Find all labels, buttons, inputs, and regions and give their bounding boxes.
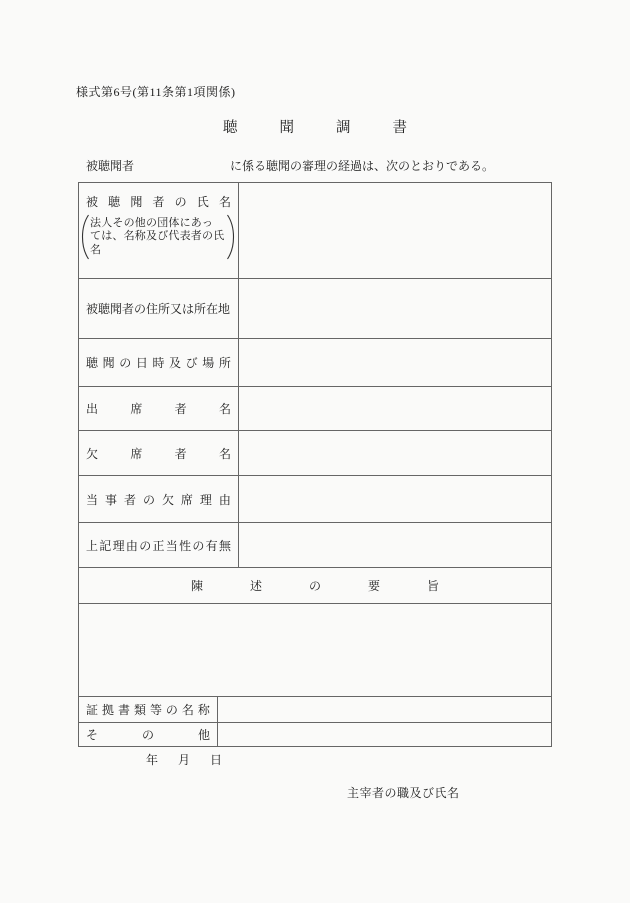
corporate-note xyxy=(81,214,236,260)
subject-label: 被聴聞者 xyxy=(86,159,135,173)
absence-reason-label: 当 事 者 の 欠 席 理 由 xyxy=(86,492,231,507)
evidence-label-cell xyxy=(79,697,218,722)
open-paren-glyph xyxy=(81,214,90,260)
datetime-place-label-cell xyxy=(79,339,239,386)
note-line: ては、名称及び代表者の氏 xyxy=(90,230,225,243)
absence-reason-label-cell xyxy=(79,476,239,522)
form-number: 様式第6号(第11条第1項関係) xyxy=(76,85,236,99)
name-label-cell xyxy=(79,183,239,278)
table-row-reason-validity xyxy=(79,523,551,568)
reason-validity-value-cell xyxy=(239,523,551,567)
table-row-absentees xyxy=(79,431,551,476)
note-line: 法人その他の団体にあっ xyxy=(90,216,214,229)
other-value-cell xyxy=(218,723,551,746)
attendees-label-cell xyxy=(79,387,239,430)
table-row-datetime-place xyxy=(79,339,551,387)
table-row-absence-reason xyxy=(79,476,551,523)
absence-reason-value-cell xyxy=(239,476,551,522)
other-label-cell xyxy=(79,723,218,746)
absentees-label: 欠 席 者 名 xyxy=(86,446,231,461)
attendees-label: 出 席 者 名 xyxy=(86,402,231,416)
other-label: そ の 他 xyxy=(86,728,210,742)
statement-value-cell xyxy=(79,604,551,696)
document-title: 聴 聞 調 書 xyxy=(223,120,407,136)
statement-header-row xyxy=(79,568,551,604)
reason-validity-label-cell xyxy=(79,523,239,567)
statement-header: 陳 述 の 要 旨 xyxy=(191,579,439,593)
statement-body-row xyxy=(79,604,551,697)
note-line: 名 xyxy=(90,243,102,256)
address-label: 被聴聞者の住所又は所在地 xyxy=(86,302,231,316)
absentees-value-cell xyxy=(239,431,551,475)
evidence-label: 証 拠 書 類 等 の 名 称 xyxy=(86,703,210,717)
reason-validity-label: 上 記 理 由 の 正 当 性 の 有 無 xyxy=(86,538,231,553)
name-value-cell xyxy=(239,183,551,278)
table-row-attendees xyxy=(79,387,551,431)
name-label: 被 聴 聞 者 の 氏 名 xyxy=(86,194,231,209)
hearing-record-table xyxy=(78,182,552,747)
attendees-value-cell xyxy=(239,387,551,430)
table-row-address xyxy=(79,279,551,339)
address-value-cell xyxy=(239,279,551,338)
address-label-cell xyxy=(79,279,239,338)
datetime-place-value-cell xyxy=(239,339,551,386)
corporate-note-text xyxy=(90,217,226,258)
table-row-evidence xyxy=(79,697,551,723)
intro-sentence: に係る聴聞の審理の経過は、次のとおりである。 xyxy=(230,159,495,173)
table-row-other xyxy=(79,723,551,746)
presider-label: 主宰者の職及び氏名 xyxy=(347,786,460,800)
datetime-place-label: 聴 聞 の 日 時 及 び 場 所 xyxy=(86,356,231,370)
absentees-label-cell xyxy=(79,431,239,475)
table-row-name xyxy=(79,183,551,279)
evidence-value-cell xyxy=(218,697,551,722)
intro-line xyxy=(0,157,630,173)
date-line: 年 月 日 xyxy=(146,752,222,767)
close-paren-glyph xyxy=(226,214,235,260)
